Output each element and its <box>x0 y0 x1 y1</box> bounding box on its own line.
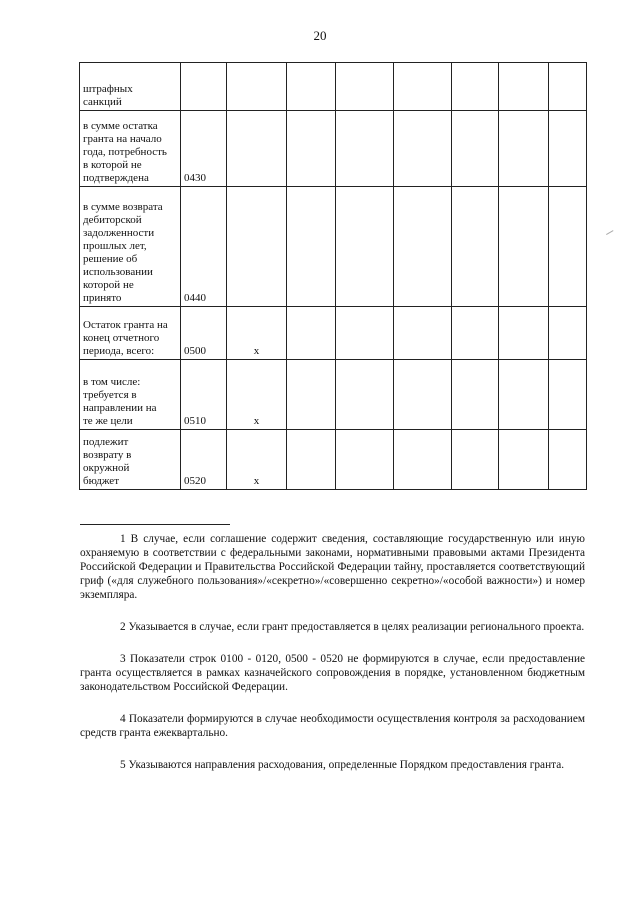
footnote-5: 5 Указываются направления расходования, определенные Порядком предоставления гранта. <box>120 759 565 771</box>
row-label-text: в сумме остатка гранта на начало года, потребность в которой не подтверждена <box>83 120 167 184</box>
empty-cell <box>336 63 394 111</box>
table-row <box>80 307 587 360</box>
row-label-text: в сумме возврата дебиторской задолженности прошлых лет, решение об использовании которой не принято <box>83 201 163 304</box>
empty-cell <box>549 360 587 430</box>
row-label <box>80 360 181 430</box>
empty-cell <box>287 360 336 430</box>
empty-cell <box>394 63 452 111</box>
footnote-1: 1 В случае, если соглашение содержит сведения, составляющие государственную или иную охраняемую в соответствии с федеральными законами, нормативными правовыми актами Президента Российской Федерации и Правительства Российской Федерации тайну, проставляется соответствующий гриф («для служебного пользования»/«секретно»/«совершенно секретно»/«особой важности») и номер экземпляра. <box>80 533 585 601</box>
row-label-text: Остаток гранта на конец отчетного периода, всего: <box>83 319 168 357</box>
row-code <box>181 63 227 111</box>
footnotes <box>80 532 585 790</box>
row-mark <box>227 187 287 307</box>
empty-cell <box>549 430 587 490</box>
table-row <box>80 111 587 187</box>
empty-cell <box>336 430 394 490</box>
row-label <box>80 307 181 360</box>
footnote-3: 3 Показатели строк 0100 - 0120, 0500 - 0520 не формируются в случае, если предоставление гранта осуществляется в рамках казначейского сопровождения в порядке, установленном бюджетным законодательством Российской Федерации. <box>80 653 585 693</box>
empty-cell <box>394 307 452 360</box>
row-code: 0440 <box>181 187 227 307</box>
empty-cell <box>287 307 336 360</box>
empty-cell <box>394 430 452 490</box>
empty-cell <box>336 187 394 307</box>
empty-cell <box>452 307 499 360</box>
page-number: 20 <box>313 28 327 43</box>
row-mark <box>227 111 287 187</box>
empty-cell <box>549 63 587 111</box>
empty-cell <box>499 63 549 111</box>
row-code: 0500 <box>181 307 227 360</box>
row-label <box>80 430 181 490</box>
empty-cell <box>549 307 587 360</box>
empty-cell <box>287 430 336 490</box>
table-row <box>80 63 587 111</box>
row-mark: x <box>227 307 287 360</box>
scan-mark <box>606 230 614 236</box>
empty-cell <box>499 307 549 360</box>
empty-cell <box>499 430 549 490</box>
row-mark: x <box>227 360 287 430</box>
empty-cell <box>549 111 587 187</box>
table-row <box>80 430 587 490</box>
empty-cell <box>287 111 336 187</box>
row-label-text: подлежит возврату в окружной бюджет <box>83 436 132 487</box>
empty-cell <box>499 187 549 307</box>
empty-cell <box>452 360 499 430</box>
footnote-separator <box>80 524 230 525</box>
empty-cell <box>499 111 549 187</box>
empty-cell <box>287 187 336 307</box>
empty-cell <box>499 360 549 430</box>
empty-cell <box>452 111 499 187</box>
empty-cell <box>549 187 587 307</box>
row-label-text: в том числе: требуется в направлении на те же цели <box>83 376 157 427</box>
report-table <box>79 62 587 490</box>
row-mark: x <box>227 430 287 490</box>
empty-cell <box>394 111 452 187</box>
row-code: 0430 <box>181 111 227 187</box>
row-mark <box>227 63 287 111</box>
row-code: 0510 <box>181 360 227 430</box>
empty-cell <box>452 187 499 307</box>
footnote-4: 4 Показатели формируются в случае необходимости осуществления контроля за расходованием средств гранта ежеквартально. <box>80 713 585 739</box>
footnote-2: 2 Указывается в случае, если грант предоставляется в целях реализации регионального проекта. <box>120 621 585 633</box>
empty-cell <box>452 430 499 490</box>
empty-cell <box>452 63 499 111</box>
row-label <box>80 111 181 187</box>
row-code: 0520 <box>181 430 227 490</box>
empty-cell <box>336 307 394 360</box>
row-label-text: штрафных санкций <box>83 83 133 108</box>
row-label <box>80 63 181 111</box>
empty-cell <box>336 111 394 187</box>
row-label <box>80 187 181 307</box>
table-row <box>80 187 587 307</box>
table-row <box>80 360 587 430</box>
empty-cell <box>394 360 452 430</box>
empty-cell <box>394 187 452 307</box>
empty-cell <box>336 360 394 430</box>
empty-cell <box>287 63 336 111</box>
